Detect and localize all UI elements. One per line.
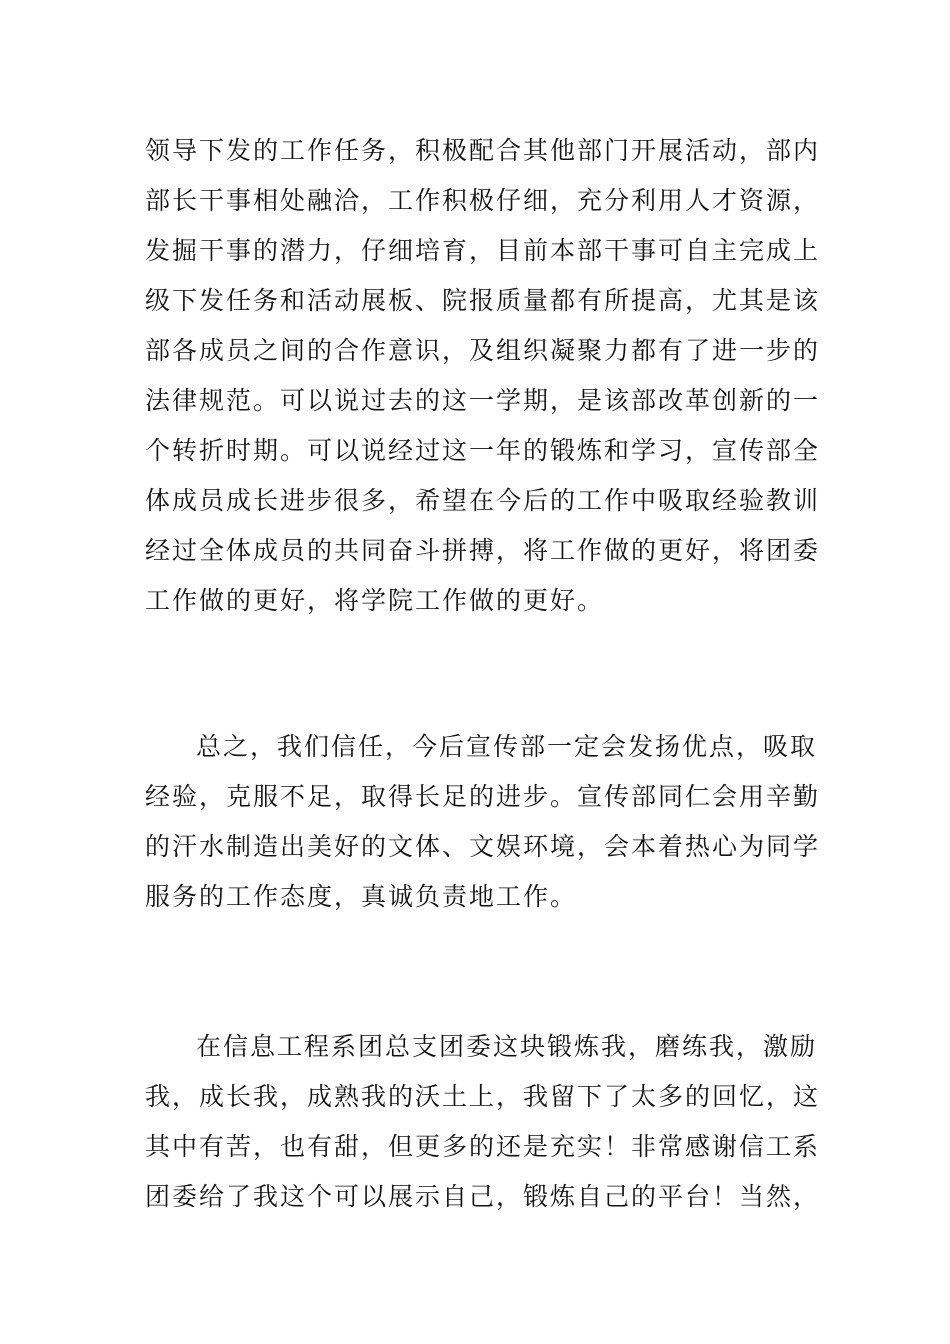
text-line: 工作做的更好，将学院工作做的更好。 (145, 586, 605, 615)
text-line: 发掘干事的潜力，仔细培育，目前本部干事可自主完成上 (145, 236, 821, 265)
text-line: 经验，克服不足，取得长足的进步。宣传部同仁会用辛勤 (145, 782, 821, 811)
text-line: 总之，我们信任，今后宣传部一定会发扬优点，吸取 (196, 732, 818, 761)
text-line: 其中有苦，也有甜，但更多的还是充实！非常感谢信工系 (145, 1132, 821, 1161)
text-line: 法律规范。可以说过去的这一学期，是该部改革创新的一 (145, 386, 821, 415)
text-line: 我，成长我，成熟我的沃土上，我留下了太多的回忆，这 (145, 1082, 821, 1111)
text-line: 的汗水制造出美好的文体、文娱环境，会本着热心为同学 (145, 832, 821, 861)
text-line: 经过全体成员的共同奋斗拼搏，将工作做的更好，将团委 (145, 536, 821, 565)
text-line: 部长干事相处融洽，工作积极仔细，充分利用人才资源， (145, 186, 821, 215)
text-line: 在信息工程系团总支团委这块锻炼我，磨练我，激励 (196, 1032, 818, 1061)
text-line: 个转折时期。可以说经过这一年的锻炼和学习，宣传部全 (145, 436, 821, 465)
text-line: 部各成员之间的合作意识，及组织凝聚力都有了进一步的 (145, 336, 821, 365)
text-line: 级下发任务和活动展板、院报质量都有所提高，尤其是该 (145, 286, 821, 315)
text-line: 体成员成长进步很多，希望在今后的工作中吸取经验教训 (145, 486, 821, 515)
text-line: 服务的工作态度，真诚负责地工作。 (145, 882, 578, 911)
text-line: 团委给了我这个可以展示自己，锻炼自己的平台！当然， (145, 1182, 821, 1211)
text-line: 领导下发的工作任务，积极配合其他部门开展活动，部内 (145, 136, 821, 165)
